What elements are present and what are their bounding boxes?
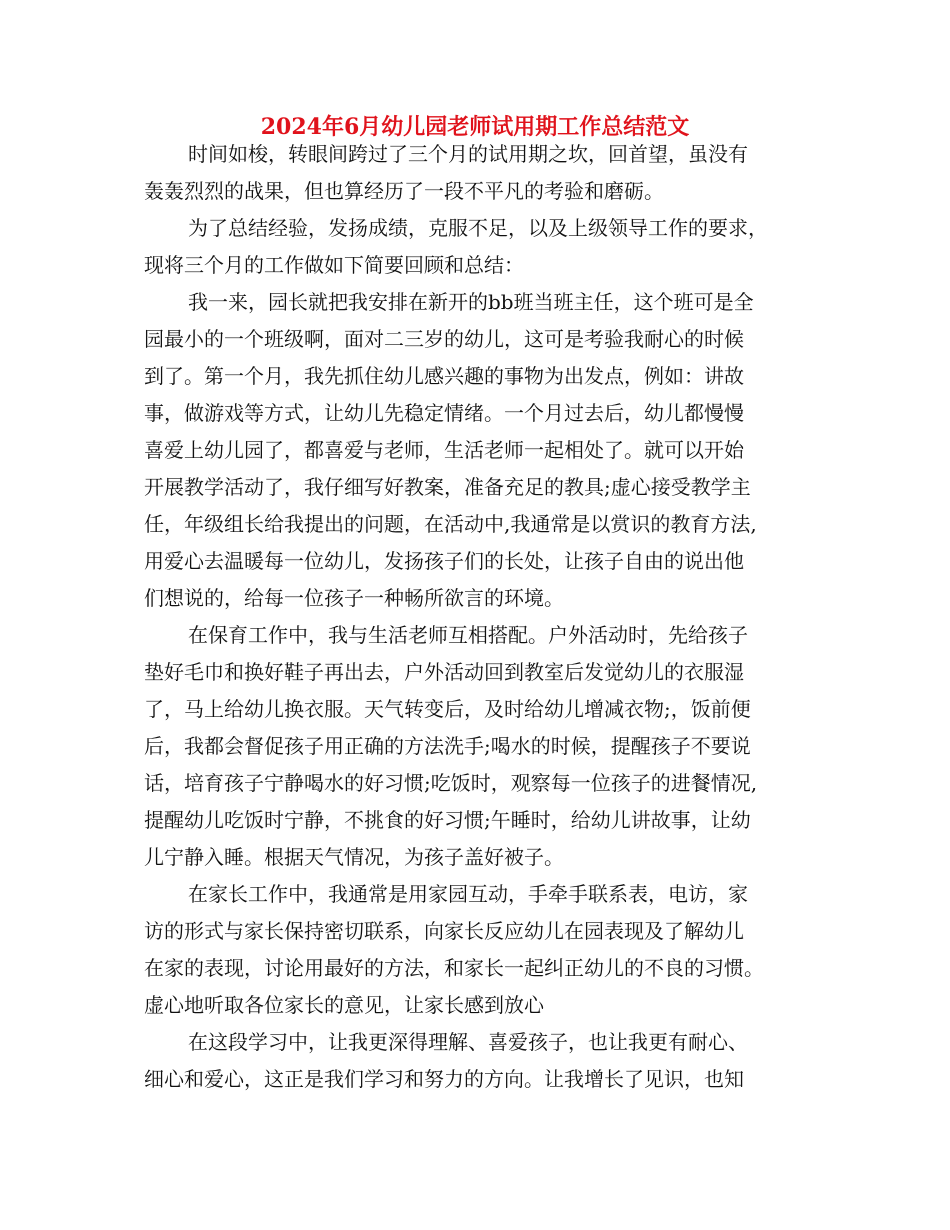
- paragraph-line: 虚心地听取各位家长的意见，让家长感到放心: [144, 993, 544, 1017]
- paragraph-line: 到了。第一个月，我先抓住幼儿感兴趣的事物为出发点，例如：讲故: [144, 364, 744, 388]
- document-title: 2024年6月幼儿园老师试用期工作总结范文: [260, 114, 690, 140]
- paragraph-line: 我一来，园长就把我安排在新开的bb班当班主任，这个班可是全: [188, 290, 754, 314]
- paragraph-line: 在保育工作中，我与生活老师互相搭配。户外活动时，先给孩子: [188, 623, 748, 647]
- paragraph-line: 时间如梭，转眼间跨过了三个月的试用期之坎，回首望，虽没有: [188, 142, 748, 166]
- paragraph-line: 开展教学活动了，我仔细写好教案，准备充足的教具;虚心接受教学主: [144, 475, 751, 499]
- paragraph-line: 园最小的一个班级啊，面对二三岁的幼儿，这可是考验我耐心的时候: [144, 327, 744, 351]
- paragraph-line: 用爱心去温暖每一位幼儿，发扬孩子们的长处，让孩子自由的说出他: [144, 549, 744, 573]
- paragraph-line: 儿宁静入睡。根据天气情况，为孩子盖好被子。: [144, 845, 564, 869]
- paragraph-line: 在这段学习中，让我更深得理解、喜爱孩子，也让我更有耐心、: [188, 1030, 748, 1054]
- paragraph-line: 事，做游戏等方式，让幼儿先稳定情绪。一个月过去后，幼儿都慢慢: [144, 401, 744, 425]
- paragraph-line: 轰轰烈烈的战果，但也算经历了一段不平凡的考验和磨砺。: [144, 179, 664, 203]
- paragraph-line: 提醒幼儿吃饭时宁静，不挑食的好习惯;午睡时，给幼儿讲故事，让幼: [144, 808, 751, 832]
- paragraph-line: 了，马上给幼儿换衣服。天气转变后，及时给幼儿增减衣物;，饭前便: [144, 697, 751, 721]
- paragraph-line: 垫好毛巾和换好鞋子再出去，户外活动回到教室后发觉幼儿的衣服湿: [144, 660, 744, 684]
- paragraph-line: 细心和爱心，这正是我们学习和努力的方向。让我增长了见识，也知: [144, 1067, 744, 1091]
- paragraph-line: 们想说的，给每一位孩子一种畅所欲言的环境。: [144, 586, 564, 610]
- paragraph-line: 在家的表现，讨论用最好的方法，和家长一起纠正幼儿的不良的习惯。: [144, 956, 764, 980]
- paragraph-line: 访的形式与家长保持密切联系，向家长反应幼儿在园表现及了解幼儿: [144, 919, 744, 943]
- paragraph-line: 话，培育孩子宁静喝水的好习惯;吃饭时，观察每一位孩子的进餐情况,: [144, 771, 758, 795]
- paragraph-line: 现将三个月的工作做如下简要回顾和总结：: [144, 253, 524, 277]
- paragraph-line: 在家长工作中，我通常是用家园互动，手牵手联系表，电访，家: [188, 882, 748, 906]
- paragraph-line: 任，年级组长给我提出的问题，在活动中,我通常是以赏识的教育方法,: [144, 512, 757, 536]
- paragraph-line: 为了总结经验，发扬成绩，克服不足，以及上级领导工作的要求，: [188, 216, 768, 240]
- paragraph-line: 后，我都会督促孩子用正确的方法洗手;喝水的时候，提醒孩子不要说: [144, 734, 751, 758]
- paragraph-line: 喜爱上幼儿园了，都喜爱与老师，生活老师一起相处了。就可以开始: [144, 438, 744, 462]
